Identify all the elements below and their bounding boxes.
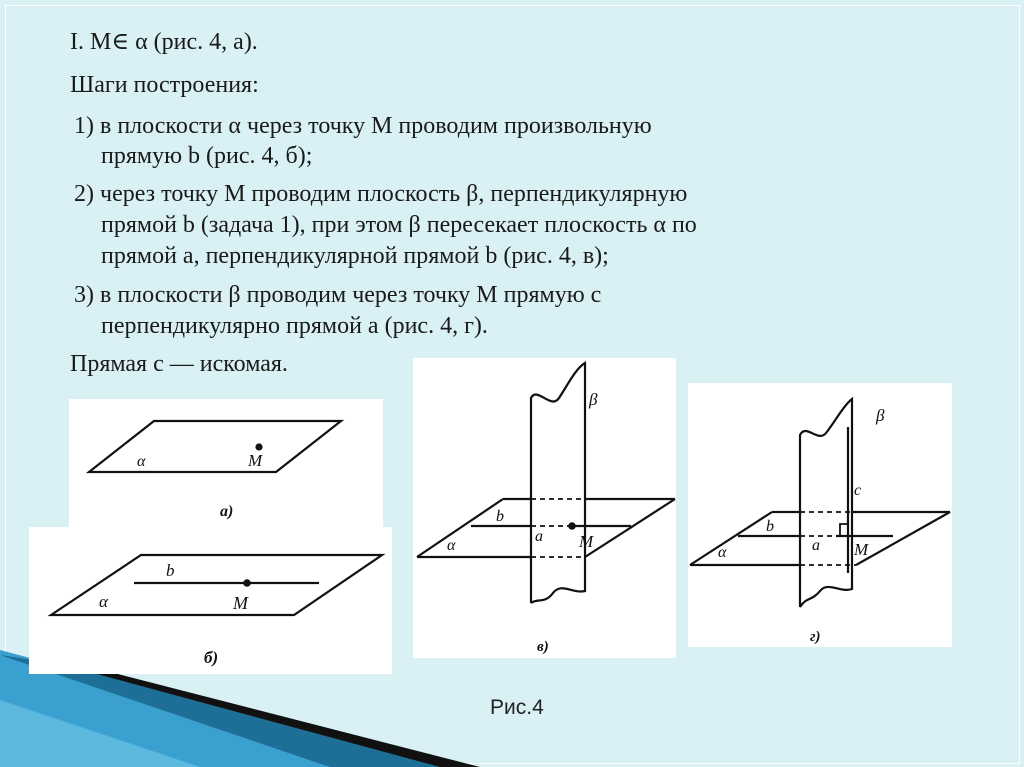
- label-m: M: [854, 540, 869, 559]
- caption-a: а): [220, 503, 234, 520]
- point-m: [568, 522, 576, 530]
- label-alpha: α: [137, 453, 146, 470]
- figure-g: [688, 383, 952, 647]
- figure-b-drawing: [29, 527, 392, 674]
- step1-line2: прямую b (рис. 4, б);: [101, 143, 313, 169]
- label-b: b: [766, 518, 774, 535]
- label-alpha: α: [99, 592, 108, 611]
- label-b: b: [496, 508, 504, 525]
- figure-b: [29, 527, 392, 674]
- label-alpha: α: [718, 544, 727, 561]
- label-b: b: [166, 561, 175, 580]
- figure-v: [413, 358, 676, 658]
- caption-g: г): [810, 629, 821, 645]
- label-m: M: [233, 593, 248, 613]
- label-m: M: [248, 451, 263, 470]
- caption-b: б): [204, 648, 219, 667]
- plane-beta: [531, 363, 585, 603]
- step3-line2: перпендикулярно прямой a (рис. 4, г).: [101, 313, 488, 339]
- point-m: [243, 579, 251, 587]
- steps-heading: Шаги построения:: [70, 72, 259, 98]
- label-a: a: [535, 528, 543, 545]
- label-m: M: [579, 532, 594, 551]
- figure-a: [69, 399, 383, 527]
- right-angle-mark: [840, 524, 848, 536]
- step2-line1: 2) через точку M проводим плоскость β, перпендикулярную: [74, 181, 688, 207]
- step2-line2: прямой b (задача 1), при этом β пересекает плоскость α по: [101, 212, 697, 238]
- label-beta: β: [589, 390, 598, 409]
- figure-caption: Рис.4: [490, 696, 544, 719]
- caption-v: в): [537, 639, 549, 655]
- point-m: [255, 443, 262, 450]
- plane-beta: [800, 399, 852, 607]
- step1-line1: 1) в плоскости α через точку M проводим произвольную: [74, 113, 652, 139]
- figure-v-drawing: [413, 358, 676, 658]
- step2-line3: прямой a, перпендикулярной прямой b (рис. 4, в);: [101, 243, 609, 269]
- result-line: Прямая c — искомая.: [70, 351, 288, 377]
- slide-title: I. M∈ α (рис. 4, а).: [70, 29, 258, 55]
- label-c: c: [854, 482, 862, 499]
- plane-alpha: [89, 421, 341, 472]
- label-alpha: α: [447, 537, 456, 554]
- label-a: a: [812, 537, 820, 554]
- figure-a-drawing: [69, 399, 383, 527]
- step3-line1: 3) в плоскости β проводим через точку M прямую c: [74, 282, 602, 308]
- figure-g-drawing: [688, 383, 952, 647]
- label-beta: β: [876, 406, 885, 425]
